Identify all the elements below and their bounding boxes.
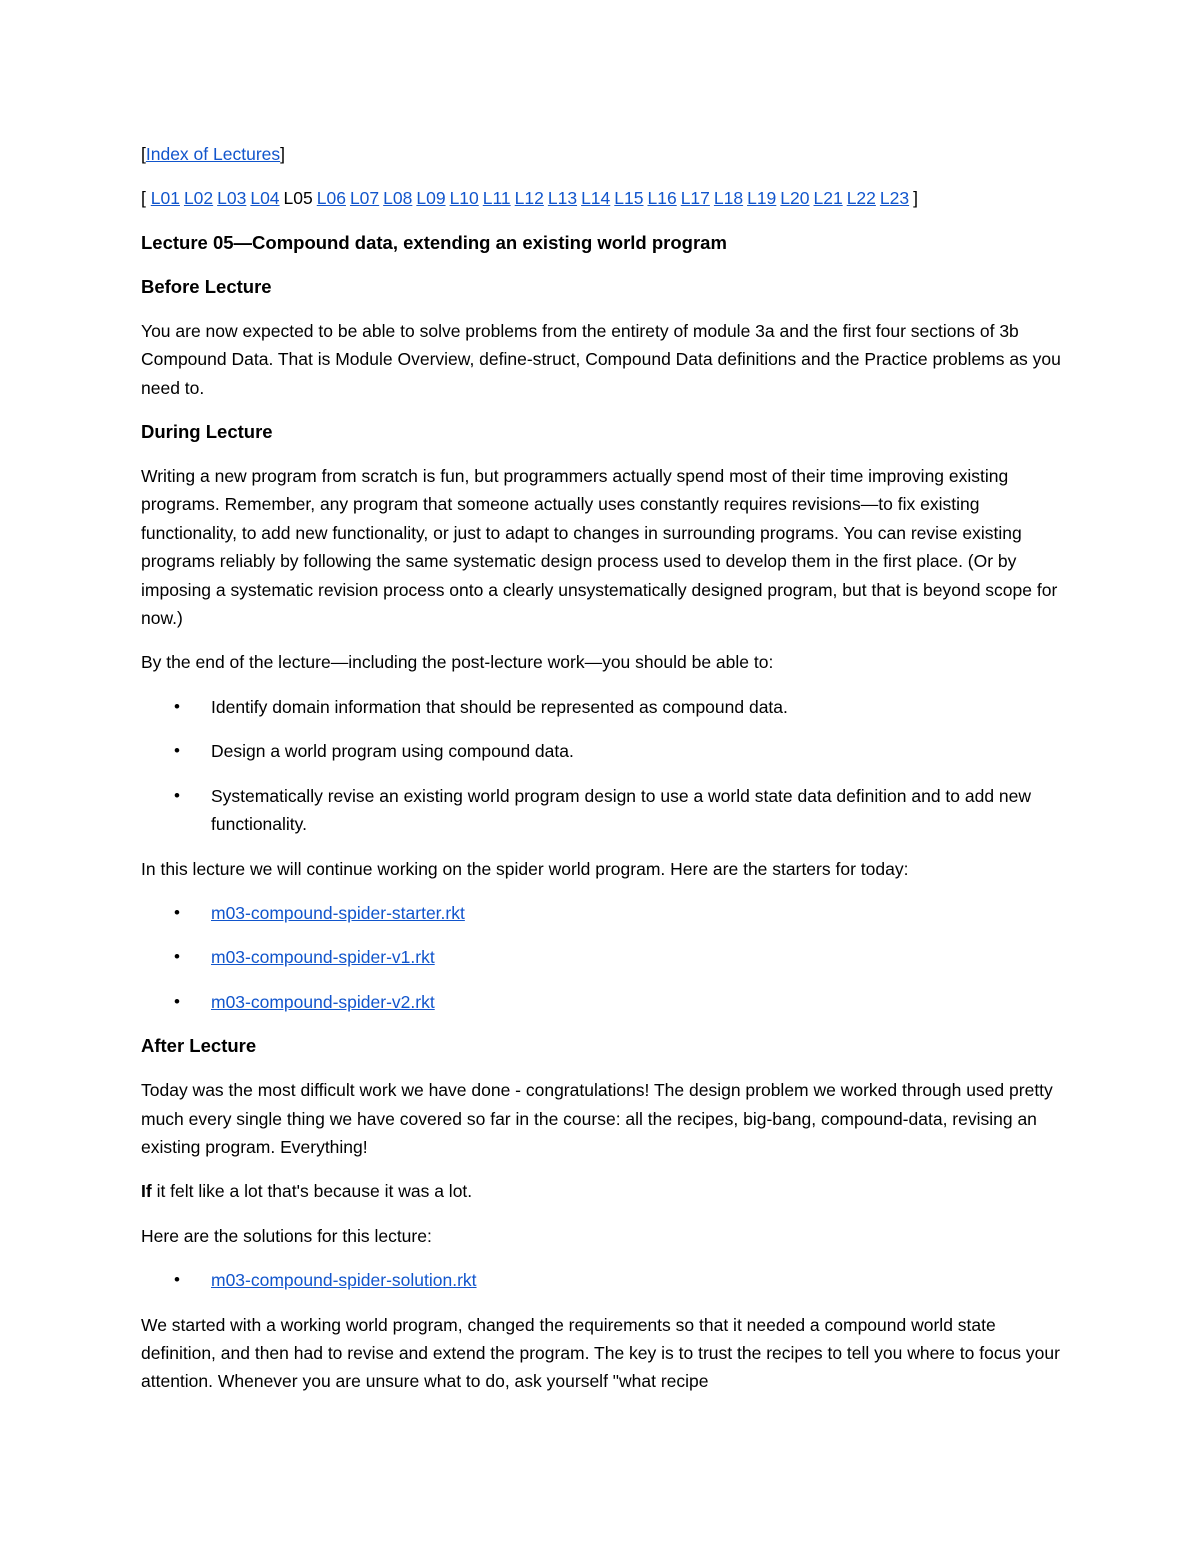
nav-link-l06[interactable]: L06 [316,188,346,209]
during-lecture-para2: By the end of the lecture—including the post-lecture work—you should be able to: [141,652,774,673]
list-item [141,737,1061,765]
starter-link[interactable]: m03-compound-spider-v1.rkt [211,947,435,968]
goal-text: Systematically revise an existing world program design to use a world state data definition and to add new functionality. [211,785,1032,835]
nav-current-l05: L05 [283,188,313,209]
starter-link[interactable]: m03-compound-spider-starter.rkt [211,902,465,923]
list-item [141,988,1061,1016]
bold-lead: If [141,1181,152,1202]
bullet-icon: • [174,1270,180,1290]
starter-link[interactable]: m03-compound-spider-v2.rkt [211,991,435,1012]
during-lecture-para1: Writing a new program from scratch is fun, but programmers actually spend most of their time improving existing programs. Remember, any program that someone actually uses constantly requires revisions—to fix existing functionality, to add new functionality, or just to adapt to changes in surrounding programs. You can revise existing programs reliably by following the same systematic design process used to develop them in the first place. (Or by imposing a systematic revision process onto a clearly unsystematically designed program, but that is beyond scope for now.) [141,466,1058,629]
starters-list [141,899,1061,1016]
nav-link-l18[interactable]: L18 [713,188,744,209]
solutions-list [141,1266,1061,1294]
nav-link-l10[interactable]: L10 [449,188,479,209]
nav-link-l23[interactable]: L23 [879,188,910,209]
bullet-icon: • [174,785,180,805]
bullet-icon: • [174,741,180,761]
goal-text: Design a world program using compound data. [211,741,574,762]
after-lecture-heading: After Lecture [141,1035,257,1057]
para2-rest: it felt like a lot that's because it was a lot. [151,1181,473,1202]
list-item [141,943,1061,971]
bullet-icon: • [174,696,180,716]
goal-text: Identify domain information that should be represented as compound data. [211,696,788,717]
index-close-bracket: ] [280,144,285,164]
nav-open-bracket: [ [141,188,151,209]
nav-link-l08[interactable]: L08 [383,188,413,209]
bullet-icon: • [174,947,180,967]
document-page [141,140,1061,1412]
list-item [141,1266,1061,1294]
index-of-lectures-link[interactable]: Index of Lectures [145,144,281,164]
after-lecture-para4: We started with a working world program, changed the requirements so that it needed a compound world state definition, and then had to revise and extend the program. The key is to trust the recipes to tell you where to focus your attention. Whenever you are unsure what to do, ask yourself "what recipe [141,1314,1060,1392]
after-lecture-para1: Today was the most difficult work we have done - congratulations! The design problem we worked through used pretty much every single thing we have covered so far in the course: all the recipes, big-bang, compound-data, revising an existing program. Everything! [141,1080,1053,1157]
nav-link-l17[interactable]: L17 [680,188,710,209]
solution-link[interactable]: m03-compound-spider-solution.rkt [211,1270,477,1291]
nav-link-l14[interactable]: L14 [581,188,611,209]
nav-link-l02[interactable]: L02 [183,188,214,209]
during-lecture-heading: During Lecture [141,421,273,443]
nav-link-l13[interactable]: L13 [547,188,578,209]
lecture-nav [141,184,1061,212]
nav-link-l01[interactable]: L01 [150,188,180,209]
nav-link-l21[interactable]: L21 [813,188,843,209]
nav-link-l04[interactable]: L04 [250,188,280,209]
nav-link-l11[interactable]: L11 [482,188,511,209]
after-lecture-para2 [141,1177,1061,1205]
before-lecture-heading: Before Lecture [141,275,272,297]
nav-link-l03[interactable]: L03 [217,188,247,209]
nav-link-l07[interactable]: L07 [349,188,380,209]
during-lecture-para3: In this lecture we will continue working on the spider world program. Here are the starters for today: [141,858,909,879]
nav-close-bracket: ] [913,188,918,209]
bullet-icon: • [174,902,180,922]
nav-link-l12[interactable]: L12 [514,188,544,209]
goals-list [141,693,1061,839]
nav-link-l19[interactable]: L19 [747,188,777,209]
nav-link-l20[interactable]: L20 [780,188,810,209]
nav-link-l09[interactable]: L09 [416,188,446,209]
before-lecture-text: You are now expected to be able to solve problems from the entirety of module 3a and the first four sections of 3b Compound Data. That is Module Overview, define-struct, Compound Data definitions and the Practice problems as you need to. [141,320,1061,398]
list-item [141,782,1061,839]
nav-link-l22[interactable]: L22 [846,188,876,209]
index-open-bracket: [ [141,144,146,164]
nav-link-l16[interactable]: L16 [647,188,677,209]
after-lecture-para3: Here are the solutions for this lecture: [141,1225,432,1246]
bullet-icon: • [174,991,180,1011]
index-line [141,140,1061,168]
page-title: Lecture 05—Compound data, extending an existing world program [141,231,727,253]
list-item [141,693,1061,721]
nav-link-l15[interactable]: L15 [614,188,644,209]
list-item [141,899,1061,927]
